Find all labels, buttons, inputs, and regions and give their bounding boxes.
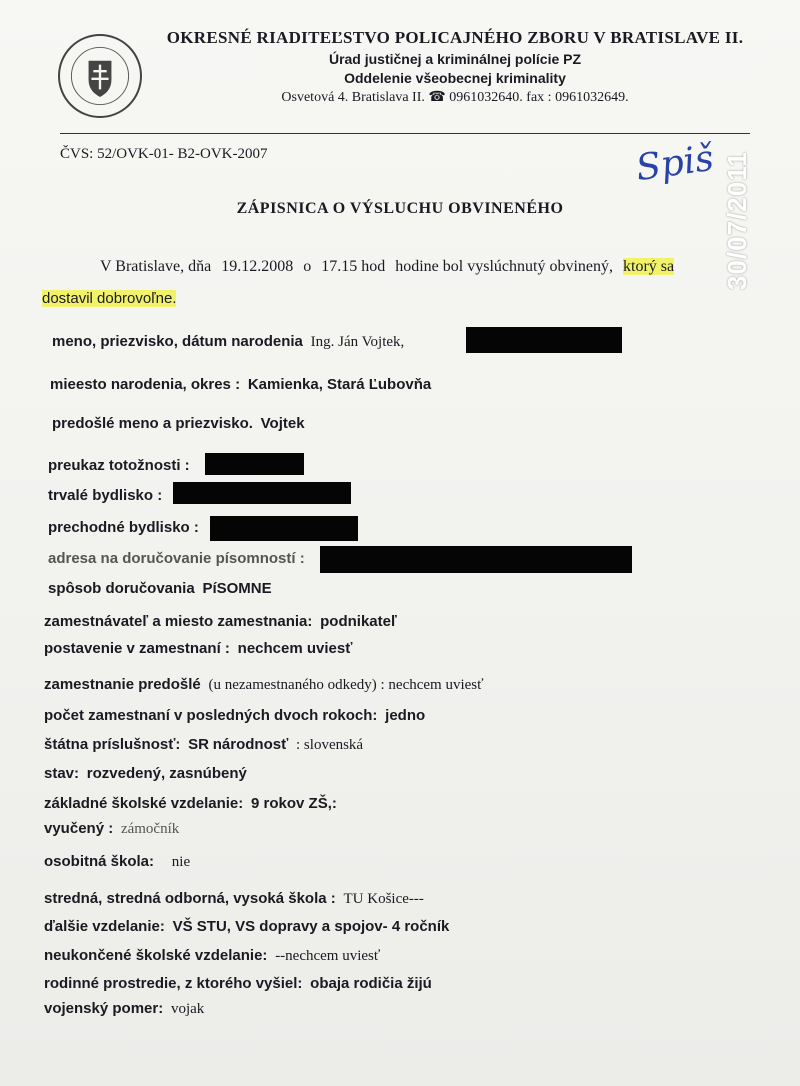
intro-highlight-b: dostavil dobrovoľne. bbox=[42, 290, 177, 307]
redaction-id-card bbox=[205, 453, 304, 475]
redaction-temporary-address bbox=[210, 516, 358, 541]
field-employer: zamestnávateľ a miesto zamestnania: podnikateľ bbox=[44, 613, 397, 630]
field-id-card: preukaz totožnosti : bbox=[48, 457, 190, 474]
field-higher-education: stredná, stredná odborná, vysoká škola : TU Košice--- bbox=[44, 890, 424, 907]
handwritten-signature: Spiš bbox=[633, 137, 717, 190]
police-seal-icon bbox=[58, 34, 142, 118]
intro-at: o bbox=[303, 258, 312, 275]
intro-highlight-a: ktorý sa bbox=[623, 258, 675, 275]
letterhead bbox=[150, 28, 760, 106]
field-citizenship: štátna príslušnosť: SR národnosť : slovenská bbox=[44, 736, 364, 753]
case-reference: ČVS: 52/OVK-01- B2-OVK-2007 bbox=[60, 146, 268, 162]
field-permanent-address: trvalé bydlisko : bbox=[48, 487, 163, 504]
field-military-status: vojenský pomer: vojak bbox=[44, 1000, 205, 1017]
field-delivery-address: adresa na doručovanie písomností : bbox=[48, 550, 305, 567]
letterhead-line-1: OKRESNÉ RIADITEĽSTVO POLICAJNÉHO ZBORU V BRATISLAVE II. bbox=[166, 28, 744, 47]
intro-time: 17.15 hod bbox=[321, 258, 386, 275]
field-previous-name: predošlé meno a priezvisko. Vojtek bbox=[52, 415, 305, 432]
field-temporary-address: prechodné bydlisko : bbox=[48, 519, 199, 536]
letterhead-address: Osvetová 4. Bratislava II. ☎ 0961032640. fax : 0961032649. bbox=[281, 90, 629, 105]
field-employment-position: postavenie v zamestnaní : nechcem uviesť bbox=[44, 640, 353, 657]
field-previous-employment: zamestnanie predošlé (u nezamestnaného odkedy) : nechcem uviesť bbox=[44, 676, 484, 693]
intro-date: 19.12.2008 bbox=[221, 258, 294, 275]
field-unfinished-education: neukončené školské vzdelanie: --nechcem uviesť bbox=[44, 947, 381, 964]
field-name-dob: meno, priezvisko, dátum narodenia Ing. Ján Vojtek, bbox=[52, 333, 405, 350]
intro-place: V Bratislave, dňa bbox=[100, 258, 212, 275]
field-marital-status: stav: rozvedený, zasnúbený bbox=[44, 765, 247, 782]
field-employment-count: počet zamestnaní v posledných dvoch rokoch: jedno bbox=[44, 707, 426, 724]
date-stamp: 30/07/2011 bbox=[722, 151, 752, 290]
redaction-permanent-address bbox=[173, 482, 351, 504]
field-birthplace: mieesto narodenia, okres : Kamienka, Stará Ľubovňa bbox=[50, 376, 432, 393]
field-family-background: rodinné prostredie, z ktorého vyšiel: obaja rodičia žijú bbox=[44, 975, 432, 992]
field-further-education: ďalšie vzdelanie: VŠ STU, VS dopravy a spojov- 4 ročník bbox=[44, 918, 450, 935]
intro-line-2 bbox=[42, 290, 176, 307]
field-special-school: osobitná škola: nie bbox=[44, 853, 191, 870]
field-basic-education: základné školské vzdelanie: 9 rokov ZŠ,: bbox=[44, 795, 337, 812]
intro-text: hodine bol vyslúchnutý obvinený, bbox=[395, 258, 613, 275]
field-trained-as: vyučený : zámočník bbox=[44, 820, 180, 837]
redaction-dob bbox=[466, 327, 622, 353]
field-delivery-method: spôsob doručovania PíSOMNE bbox=[48, 580, 272, 597]
header-divider bbox=[60, 133, 750, 134]
redaction-delivery-address bbox=[320, 546, 632, 573]
letterhead-line-2: Úrad justičnej a kriminálnej polície PZ bbox=[328, 51, 582, 67]
intro-line bbox=[100, 258, 680, 276]
letterhead-line-3: Oddelenie všeobecnej kriminality bbox=[344, 70, 566, 86]
document-title: ZÁPISNICA O VÝSLUCHU OBVINENÉHO bbox=[236, 200, 564, 217]
